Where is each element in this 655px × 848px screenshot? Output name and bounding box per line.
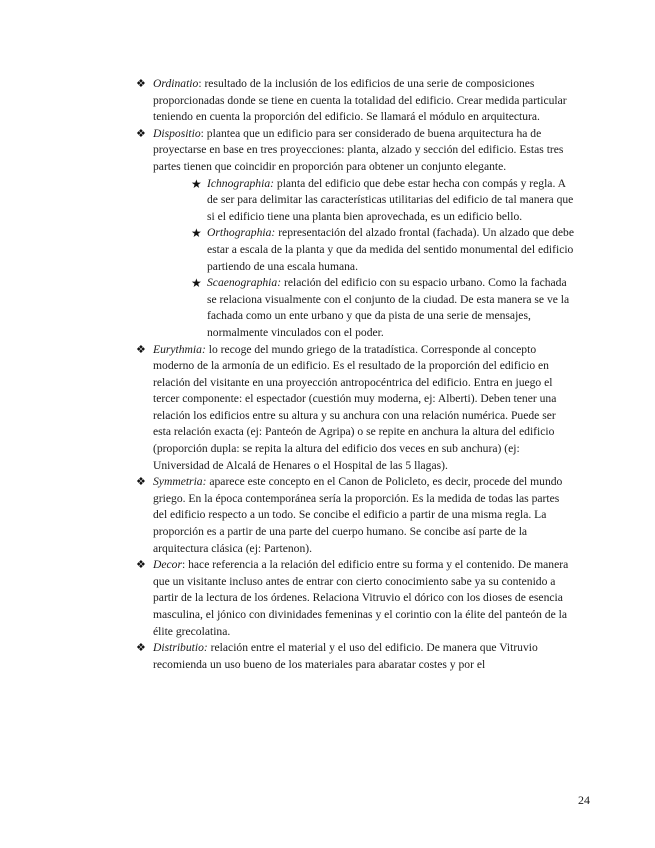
diamond-cluster-bullet-icon: ❖ xyxy=(136,127,146,140)
term-label: Distributio: xyxy=(153,641,208,655)
term-separator: : xyxy=(200,126,207,140)
diamond-cluster-bullet-icon: ❖ xyxy=(136,559,146,572)
definition-text: relación entre el material y el uso del edificio. De manera que Vitruvio recomienda un uso bueno de los materiales para abaratar costes y por el xyxy=(153,641,538,671)
definition-text: plantea que un edificio para ser considerado de buena arquitectura ha de proyectarse en base en tres proyecciones: planta, alzado y sección del edificio. Estas tres partes tienen que coincidir en proporción para obtener un conjunto elegante. xyxy=(153,126,564,173)
term-label: Scaenographia: xyxy=(207,276,282,290)
definition-text: hace referencia a la relación del edificio entre su forma y el contenido. De manera que un visitante incluso antes de entrar con cierto conocimiento sabe ya su contenido a partir de la lectura de los órdenes. Relaciona Vitruvio el dórico con los dioses de esencia masculina, el jónico con divinidades femeninas y el corintio con la élite del panteón de la élite grecolatina. xyxy=(153,558,569,638)
star-bullet-icon: ★ xyxy=(191,176,202,191)
list-item-decor xyxy=(136,557,576,640)
term-label: Ordinatio xyxy=(153,77,199,90)
sub-item-ichnographia xyxy=(191,176,576,226)
term-label: Dispositio xyxy=(153,126,201,140)
bullet-list xyxy=(136,76,576,673)
diamond-cluster-bullet-icon: ❖ xyxy=(136,642,146,655)
sub-item-scaenographia xyxy=(191,275,576,341)
diamond-cluster-bullet-icon: ❖ xyxy=(136,343,146,356)
star-bullet-icon: ★ xyxy=(191,276,202,291)
page-number: 24 xyxy=(578,793,590,807)
list-item-symmetria xyxy=(136,474,576,557)
definition-text: relación del edificio con su espacio urbano. Como la fachada se relaciona visualmente con el conjunto de la ciudad. De esta manera se ve la fachada como un ente urbano y que da pista de una serie de mensajes, normalmente vinculados con el poder. xyxy=(207,276,570,339)
sub-bullet-list xyxy=(191,176,576,342)
term-label: Eurythmia: xyxy=(153,342,206,356)
definition-text: resultado de la inclusión de los edificios de una serie de composiciones proporcionadas donde se tiene en cuenta la totalidad del edificio. Crear medida particular teniendo en cuenta la proporción del edificio. Se llamará el módulo en arquitectura. xyxy=(153,77,567,124)
definition-text: planta del edificio que debe estar hecha con compás y regla. A de ser para delimitar las características utilitarias del edificio de tal manera que si el edificio tiene una planta bien aprovechada, es un edificio bello. xyxy=(207,176,574,223)
definition-text: representación del alzado frontal (fachada). Un alzado que debe estar a escala de la planta y que da medida del sentido monumental del edificio partiendo de una escala humana. xyxy=(207,226,574,273)
list-item-ordinatio xyxy=(136,76,576,126)
definition-text: aparece este concepto en el Canon de Policleto, es decir, procede del mundo griego. En la época contemporánea sería la proporción. Es la medida de todas las partes del edificio respecto a un todo. Se concibe el edificio a partir de una misma regla. La proporción es a partir de una parte del cuerpo humano. Se concibe así parte de la arquitectura clásica (ej: Partenon). xyxy=(153,475,563,555)
list-item-eurythmia xyxy=(136,342,576,475)
list-item-distributio xyxy=(136,640,576,673)
term-label: Ichnographia: xyxy=(207,176,274,190)
star-bullet-icon: ★ xyxy=(191,226,202,241)
definition-text: lo recoge del mundo griego de la tratadística. Corresponde al concepto moderno de la armonía de un edificio. Es el resultado de la proporción del edificio en relación del visitante en una proyección antropocéntrica del edificio. Entra en juego el tercer componente: el espectador (cuestión muy moderna, ej: Alberti). Deben tener una relación los edificios entre su altura y su anchura con una relación numérica. Puede ser esta relación exacta (ej: Panteón de Agripa) o se repite en anchura la altura del edificio (proporción dupla: se repita la altura del edificio dos veces en sub anchura) (ej: Universidad de Alcalá de Henares o el Hospital de las 5 llagas). xyxy=(153,342,557,472)
diamond-cluster-bullet-icon: ❖ xyxy=(136,476,146,489)
term-separator: : xyxy=(198,77,205,90)
term-label: Decor xyxy=(153,558,182,572)
term-label: Orthographia: xyxy=(207,226,276,240)
sub-item-orthographia xyxy=(191,225,576,275)
term-label: Symmetria: xyxy=(153,475,207,489)
diamond-cluster-bullet-icon: ❖ xyxy=(136,78,146,90)
term-separator: : xyxy=(181,558,189,572)
list-item-dispositio xyxy=(136,126,576,342)
